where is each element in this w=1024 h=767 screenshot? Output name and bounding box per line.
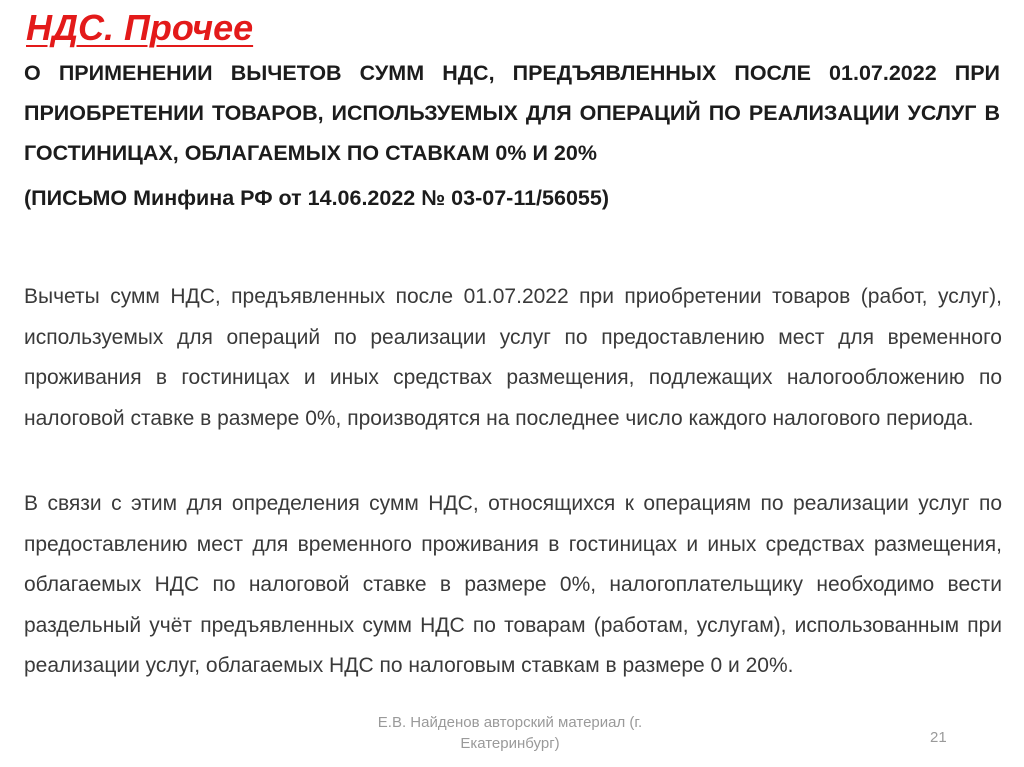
page-number: 21: [930, 729, 947, 746]
slide-heading: О ПРИМЕНЕНИИ ВЫЧЕТОВ СУММ НДС, ПРЕДЪЯВЛЕННЫХ ПОСЛЕ 01.07.2022 ПРИ ПРИОБРЕТЕНИИ ТОВАРОВ, ИСПОЛЬЗУЕМЫХ ДЛЯ ОПЕРАЦИЙ ПО РЕАЛИЗАЦИИ УСЛУГ В ГОСТИНИЦАХ, ОБЛАГАЕМЫХ ПО СТАВКАМ 0% И 20%: [24, 61, 1000, 165]
slide-title: НДС. Прочее: [26, 7, 254, 48]
slide-footer: Е.В. Найденов авторский материал (г. Екатеринбург): [377, 714, 643, 752]
body-paragraph-1: Вычеты сумм НДС, предъявленных после 01.07.2022 при приобретении товаров (работ, услуг), используемых для операций по реализации услуг по предоставлению мест для временного проживания в гостиницах и иных средствах размещения, подлежащих налогообложению по налоговой ставке в размере 0%, производятся на последнее число каждого налогового периода.: [24, 285, 1002, 430]
body-paragraph-2: В связи с этим для определения сумм НДС, относящихся к операциям по реализации услуг по предоставлению мест для временного проживания в гостиницах и иных средствах размещения, облагаемых НДС по налоговой ставке в размере 0%, налогоплательщику необходимо вести раздельный учёт предъявленных сумм НДС по товарам (работам, услугам), использованным при реализации услуг, облагаемых НДС по налоговым ставкам в размере 0 и 20%.: [24, 492, 1002, 677]
letter-reference: (ПИСЬМО Минфина РФ от 14.06.2022 № 03-07-11/56055): [24, 186, 609, 210]
